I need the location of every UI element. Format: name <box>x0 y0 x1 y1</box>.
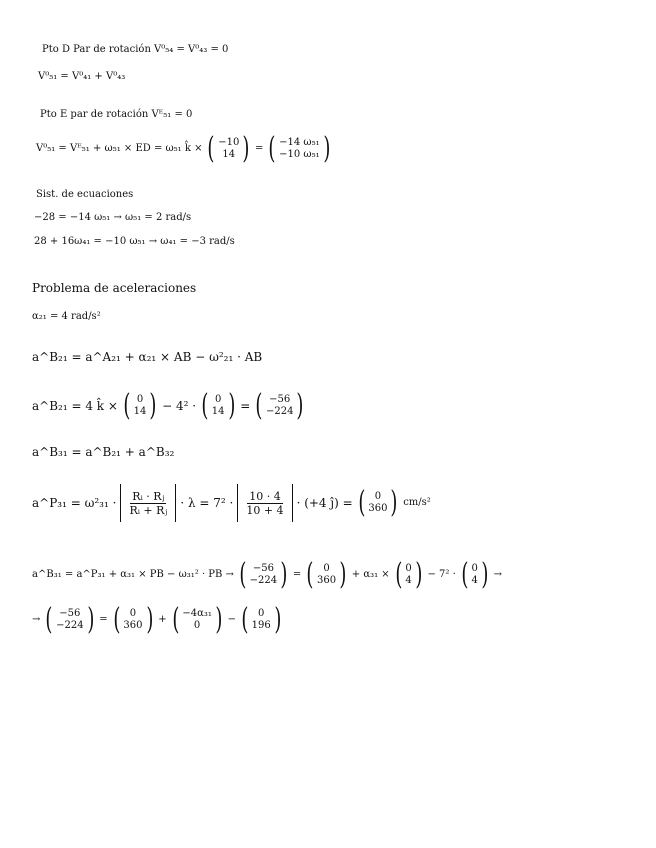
vector-v14c-0: 0 <box>405 563 412 574</box>
vector-v14d: ( 0 4 ) <box>461 557 489 592</box>
arrow-right: → <box>493 569 502 580</box>
vector-v15d-1: 196 <box>251 620 271 631</box>
aP31-left: a^P₃₁ = ω²₃₁ · <box>32 496 117 510</box>
aB21-calc-mid: − 4² · <box>162 399 197 413</box>
vector-ab2-1: 14 <box>211 406 225 417</box>
vector-v15c-0: −4α₃₁ <box>182 608 212 619</box>
vector-ed-0: −10 <box>218 137 240 148</box>
vector-v15a-1: −224 <box>56 620 84 631</box>
vector-v15b: ( 0 360 ) <box>113 602 153 637</box>
plus-alpha: + α₃₁ × <box>351 569 390 580</box>
aP31-mid: · λ = 7² · <box>180 496 234 510</box>
vector-v14d-0: 0 <box>471 563 478 574</box>
vector-res1: ( −14 ω₅₁ −10 ω₅₁ ) <box>268 131 330 166</box>
vector-v15d: ( 0 196 ) <box>241 602 282 637</box>
vector-res2-1: −224 <box>266 406 294 417</box>
vector-v14a: ( −56 −224 ) <box>239 557 288 592</box>
equals-sign: = <box>99 614 108 625</box>
vector-v14a-0: −56 <box>252 563 274 574</box>
aP31-mid2: · (+4 ĵ) = <box>296 496 353 510</box>
vector-v14b-1: 360 <box>316 575 337 586</box>
abs-fraction-values <box>237 484 292 522</box>
vector-ed-1: 14 <box>222 149 236 160</box>
vector-v15b-1: 360 <box>123 620 143 631</box>
fraction-values-den: 10 + 4 <box>246 503 284 517</box>
vector-ab: ( 0 14 ) <box>123 388 157 423</box>
vector-v15a: ( −56 −224 ) <box>45 602 94 637</box>
vector-v14c: ( 0 4 ) <box>395 557 423 592</box>
unit-label: cm/s² <box>403 497 431 508</box>
vector-res3-1: 360 <box>368 503 388 514</box>
line-v51-eq: V⁰₅₁ = V⁰₄₁ + V⁰₄₃ <box>38 71 126 82</box>
abs-fraction-radii <box>120 484 176 522</box>
aB21-calc <box>32 388 309 423</box>
minus-sign: − <box>227 614 236 625</box>
fraction-radii-num: Rᵢ · Rⱼ <box>132 489 165 503</box>
vector-res2: ( −56 −224 ) <box>255 388 304 423</box>
aB31-final <box>32 602 286 637</box>
vector-ab-1: 14 <box>133 406 147 417</box>
equation-1: −28 = −14 ω₅₁ → ω₅₁ = 2 rad/s <box>34 212 192 223</box>
equation-2: 28 + 16ω₄₁ = −10 ω₅₁ → ω₄₁ = −3 rad/s <box>34 236 235 247</box>
vector-v14d-1: 4 <box>471 575 478 586</box>
vector-res3-0: 0 <box>374 491 382 502</box>
aB21-calc-left: a^B₂₁ = 4 k̂ × <box>32 399 118 413</box>
vector-res1-0: −14 ω₅₁ <box>279 137 320 148</box>
line-v51-cross <box>36 131 335 166</box>
equals-sign: = <box>292 569 302 580</box>
minus-omega: − 7² · <box>427 569 456 580</box>
vector-v14a-1: −224 <box>249 575 278 586</box>
aB31-sum: a^B₃₁ = a^B₂₁ + a^B₃₂ <box>32 445 175 459</box>
aB31-expansion <box>32 557 502 592</box>
aB31-expansion-left: a^B₃₁ = a^P₃₁ + α₃₁ × PB − ω₃₁² · PB → <box>32 569 234 580</box>
vector-v14b-0: 0 <box>323 563 330 574</box>
vector-res3: ( 0 360 ) <box>358 485 398 520</box>
vector-v15b-0: 0 <box>129 608 137 619</box>
fraction-values-num: 10 · 4 <box>249 489 281 503</box>
vector-v15d-0: 0 <box>258 608 265 619</box>
vector-v14c-1: 4 <box>405 575 412 586</box>
fraction-radii-den: Rᵢ + Rⱼ <box>129 503 168 517</box>
line-pto-e: Pto E par de rotación Vᴱ₅₁ = 0 <box>40 109 193 120</box>
vector-res2-0: −56 <box>269 394 291 405</box>
vector-ab-0: 0 <box>136 394 144 405</box>
vector-v15c-1: 0 <box>193 620 201 631</box>
system-title: Sist. de ecuaciones <box>36 189 134 200</box>
aP31-calc <box>32 484 431 522</box>
equals-sign: = <box>255 143 264 154</box>
v51-cross-text: V⁰₅₁ = Vᴱ₅₁ + ω₅₁ × ED = ω₅₁ k̂ × <box>36 143 203 154</box>
vector-res1-1: −10 ω₅₁ <box>279 149 320 160</box>
vector-ed: ( −10 14 ) <box>207 131 250 166</box>
arrow-right: → <box>32 614 41 625</box>
vector-ab2: ( 0 14 ) <box>201 388 235 423</box>
vector-v15c: ( −4α₃₁ 0 ) <box>171 602 223 637</box>
alpha-value: α₂₁ = 4 rad/s² <box>32 311 101 322</box>
line-pto-d: Pto D Par de rotación V⁰₅₄ = V⁰₄₃ = 0 <box>42 44 229 55</box>
vector-ab2-0: 0 <box>214 394 222 405</box>
vector-v14b: ( 0 360 ) <box>306 557 347 592</box>
aB21-formula: a^B₂₁ = a^A₂₁ + α₂₁ × AB − ω²₂₁ · AB <box>32 350 263 364</box>
section-title-accelerations: Problema de aceleraciones <box>32 281 197 295</box>
vector-v15a-0: −56 <box>59 608 81 619</box>
equals-sign: = <box>240 399 251 413</box>
plus-sign: + <box>158 614 167 625</box>
